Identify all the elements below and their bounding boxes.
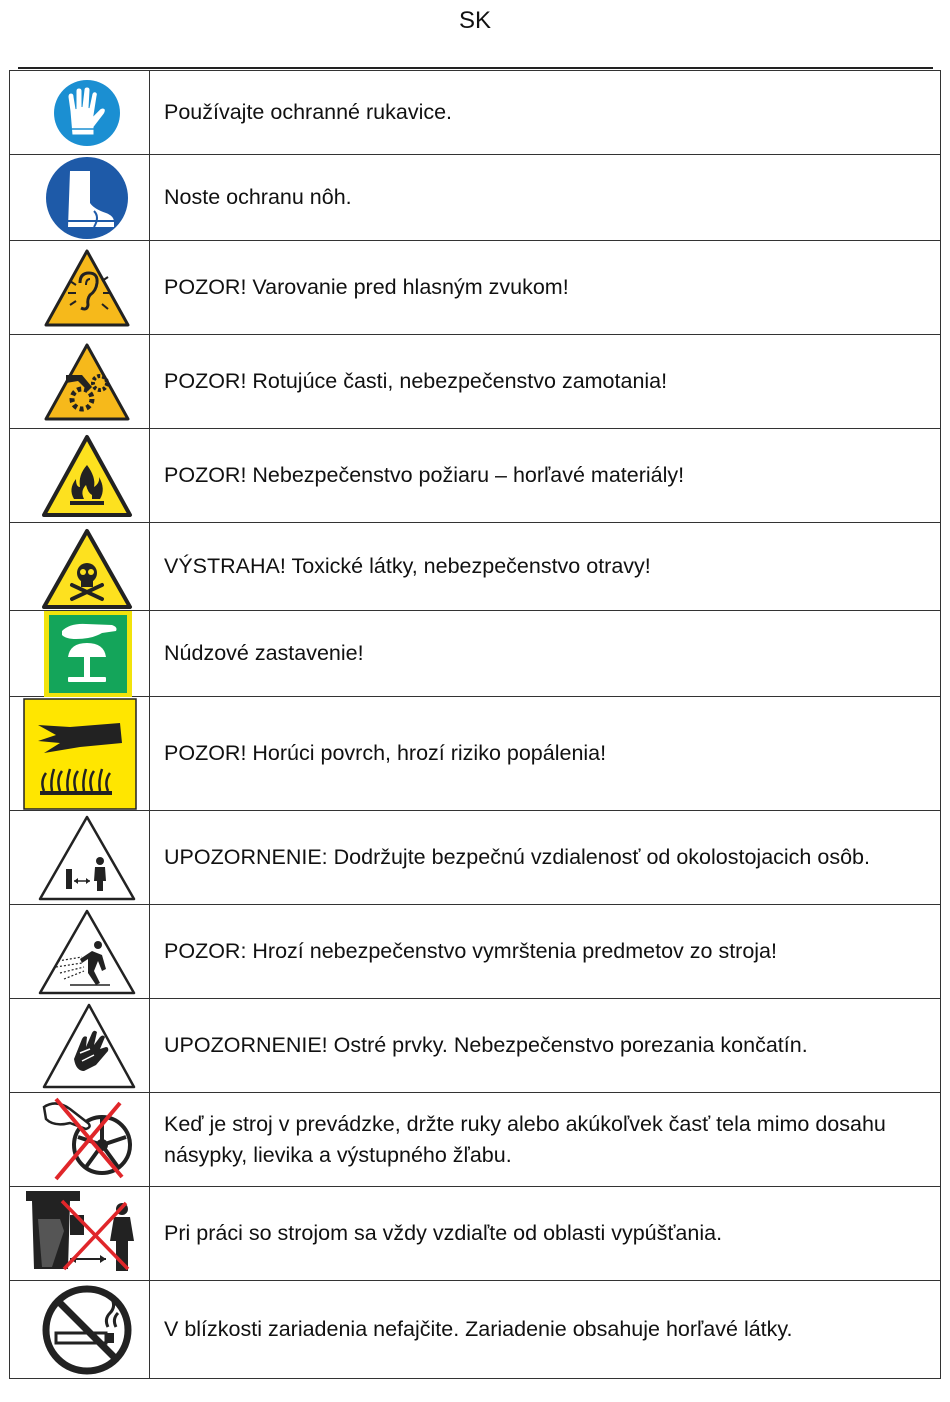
table-row (10, 523, 941, 611)
flammable-warning-icon (10, 429, 149, 523)
table-row (10, 1093, 941, 1187)
table-row (10, 71, 941, 155)
icon-cell (10, 905, 150, 999)
row-text: UPOZORNENIE! Ostré prvky. Nebezpečenstvo porezania končatín. (150, 999, 941, 1093)
protective-gloves-icon (10, 71, 149, 155)
icon-cell (10, 241, 150, 335)
icon-cell (10, 697, 150, 811)
row-text: Núdzové zastavenie! (150, 611, 941, 697)
icon-cell (10, 155, 150, 241)
icon-cell (10, 611, 150, 697)
discharge-area-icon (10, 1187, 149, 1281)
table-row (10, 241, 941, 335)
table-row (10, 1187, 941, 1281)
row-text: VÝSTRAHA! Toxické látky, nebezpečenstvo otravy! (150, 523, 941, 611)
flying-objects-icon (10, 905, 149, 999)
icon-cell (10, 429, 150, 523)
table-row (10, 811, 941, 905)
toxic-warning-icon (10, 523, 149, 611)
row-text: POZOR! Rotujúce časti, nebezpečenstvo zamotania! (150, 335, 941, 429)
icon-cell (10, 1093, 150, 1187)
row-text: POZOR! Horúci povrch, hrozí riziko popálenia! (150, 697, 941, 811)
hot-surface-icon (10, 697, 149, 811)
table-row (10, 905, 941, 999)
row-text: UPOZORNENIE: Dodržujte bezpečnú vzdialenosť od okolostojacich osôb. (150, 811, 941, 905)
icon-cell (10, 1281, 150, 1379)
rotating-parts-warning-icon (10, 335, 149, 429)
keep-hands-away-icon (10, 1093, 149, 1187)
foot-protection-icon (10, 155, 149, 241)
icon-cell (10, 335, 150, 429)
language-code: SK (458, 7, 491, 34)
loud-noise-warning-icon (10, 241, 149, 335)
row-text: Noste ochranu nôh. (150, 155, 941, 241)
row-text: V blízkosti zariadenia nefajčite. Zariadenie obsahuje horľavé látky. (150, 1281, 941, 1379)
table-row (10, 155, 941, 241)
emergency-stop-icon (10, 611, 149, 697)
icon-cell (10, 1187, 150, 1281)
row-text: Pri práci so strojom sa vždy vzdiaľte od oblasti vypúšťania. (150, 1187, 941, 1281)
table-row (10, 697, 941, 811)
row-text: POZOR: Hrozí nebezpečenstvo vymrštenia predmetov zo stroja! (150, 905, 941, 999)
top-rule (18, 67, 933, 69)
row-text: Keď je stroj v prevádzke, držte ruky alebo akúkoľvek časť tela mimo dosahu násypky, lievika a výstupného žľabu. (150, 1093, 941, 1187)
sharp-elements-icon (10, 999, 149, 1093)
table-row (10, 335, 941, 429)
table-row (10, 999, 941, 1093)
safety-signs-table (9, 70, 941, 1379)
row-text: Používajte ochranné rukavice. (150, 71, 941, 155)
no-smoking-icon (10, 1281, 149, 1379)
icon-cell (10, 999, 150, 1093)
table-row (10, 611, 941, 697)
table-row (10, 429, 941, 523)
table-row (10, 1281, 941, 1379)
row-text: POZOR! Nebezpečenstvo požiaru – horľavé materiály! (150, 429, 941, 523)
row-text: POZOR! Varovanie pred hlasným zvukom! (150, 241, 941, 335)
icon-cell (10, 523, 150, 611)
icon-cell (10, 71, 150, 155)
keep-distance-icon (10, 811, 149, 905)
icon-cell (10, 811, 150, 905)
